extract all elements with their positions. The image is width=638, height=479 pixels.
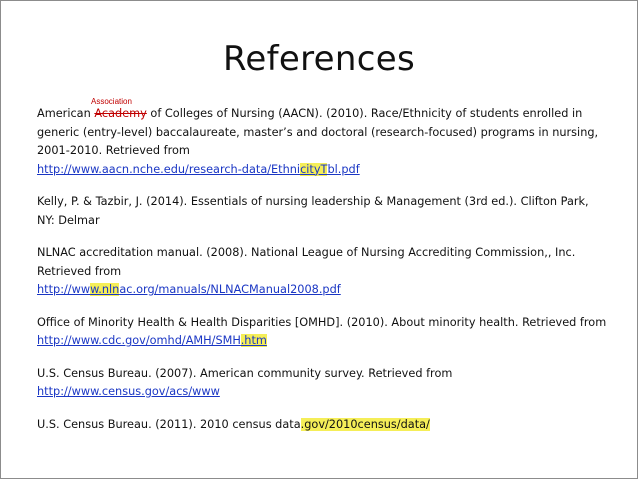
reference-link[interactable] <box>37 283 341 296</box>
reference-text: Kelly, P. & Tazbir, J. (2014). Essentials of nursing leadership & Management (3rd ed.). Clifton Park, NY: Delmar <box>37 195 589 227</box>
reference-text: Office of Minority Health & Health Disparities [OMHD]. (2010). About minority health. Retrieved from <box>37 315 607 329</box>
reference-link[interactable]: http://www.census.gov/acs/www <box>37 385 220 398</box>
reference-kelly <box>37 193 609 230</box>
references-list <box>37 99 609 448</box>
highlighted-text: .htm <box>240 334 267 347</box>
link-text: bl.pdf <box>327 162 360 176</box>
reference-text: NLNAC accreditation manual. (2008). National League of Nursing Accrediting Commission,, Inc. Retrieved from <box>37 246 576 278</box>
reference-census-2007 <box>37 365 609 402</box>
reference-aacn <box>37 105 609 179</box>
reference-link[interactable] <box>37 334 267 347</box>
highlighted-text: cityT <box>300 162 328 176</box>
reference-census-2011 <box>37 416 609 435</box>
reference-text: U.S. Census Bureau. (2007). American community survey. Retrieved from <box>37 366 453 380</box>
struck-word: Academy <box>94 107 147 120</box>
reference-nlnac <box>37 244 609 300</box>
highlighted-text: w.nln <box>90 283 120 296</box>
reference-text: U.S. Census Bureau. (2011). 2010 census data <box>37 417 301 431</box>
link-text: http://ww <box>37 283 91 296</box>
link-text: http://www.aacn.nche.edu/research-data/Ethni <box>37 162 301 176</box>
link-text: ac.org/manuals/NLNACManual2008.pdf <box>119 283 341 296</box>
reference-text: of Colleges of Nursing (AACN). (2010). Race/Ethnicity of students enrolled in generic (entry-level) baccalaureate, master’s and doctoral (research-focused) programs in nursing, 2001-2010. Retrieved from <box>37 107 599 157</box>
link-text: http://www.cdc.gov/omhd/AMH/SMH <box>37 334 241 347</box>
reference-link[interactable] <box>37 163 360 176</box>
annotation-note: Association <box>91 97 132 106</box>
slide-title: References <box>223 39 415 79</box>
highlighted-text: .gov/2010census/data/ <box>300 417 430 431</box>
reference-omhd <box>37 314 609 351</box>
reference-text: American <box>37 107 95 120</box>
